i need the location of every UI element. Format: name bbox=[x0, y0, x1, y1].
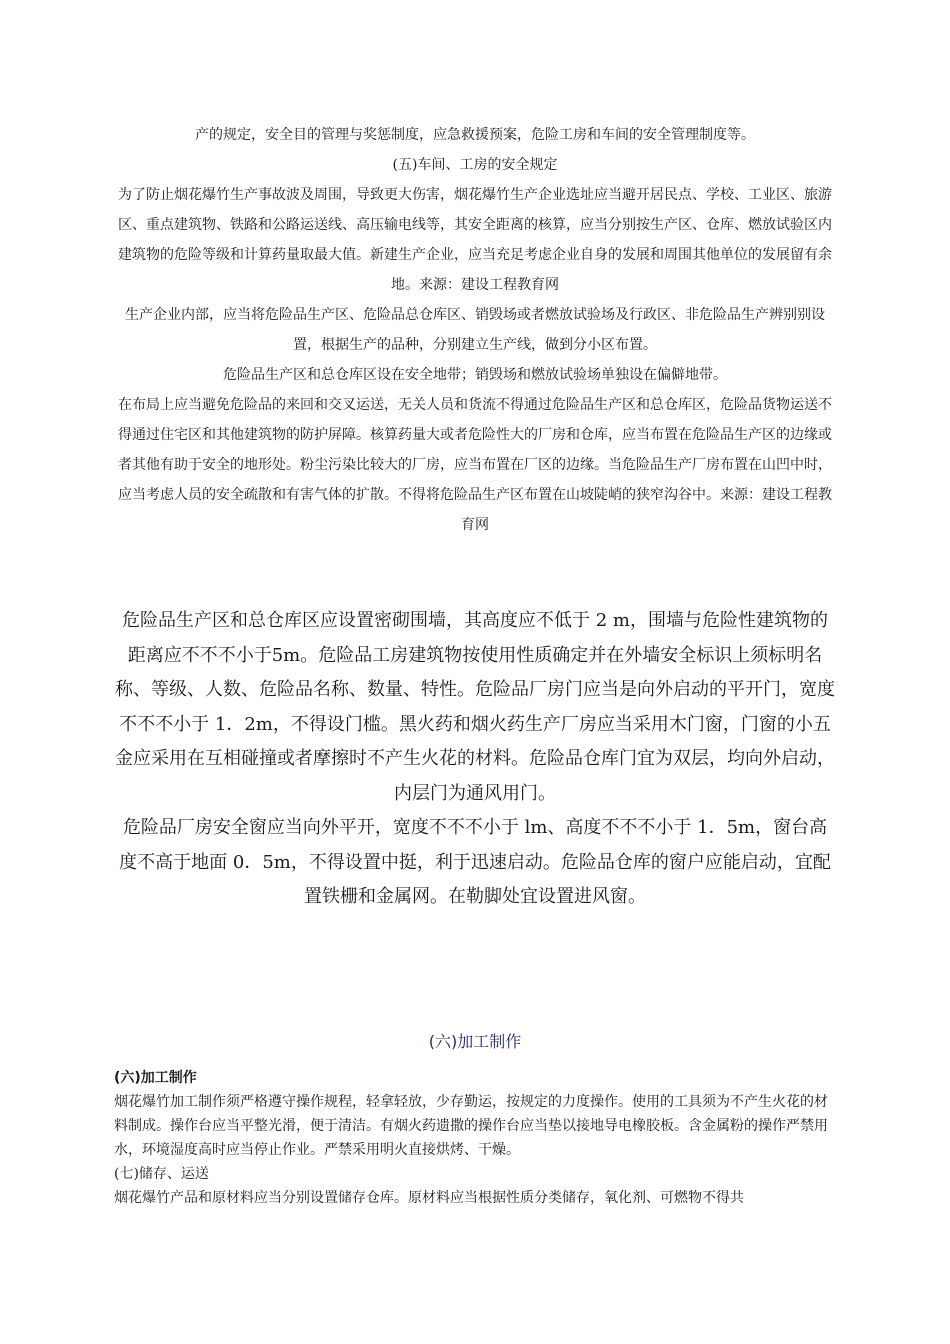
paragraph-layout: 在布局上应当避免危险品的来回和交叉运送，无关人员和货流不得通过危险品生产区和总仓库区，危险品货物运送不得通过住宅区和其他建筑物的防护屏障。核算药量大或者危险性大的厂房和仓库，应当布置在危险品生产区的边缘或者其他有助于安全的地形处。粉尘污染比较大的厂房，应当布置在厂区的边缘。当危险品生产厂房布置在山凹中时，应当考虑人员的安全疏散和有害气体的扩散。不得将危险品生产区布置在山坡陡峭的狭窄沟谷中。来源：建设工程教育网 bbox=[118, 397, 832, 533]
top-section bbox=[114, 120, 836, 540]
paragraph-walls-and-doors: 危险品生产区和总仓库区应设置密砌围墙，其高度应不低于 2 m，围墙与危险性建筑物的距离应不不不小于5m。危险品工房建筑物按使用性质确定并在外墙安全标识上须标明名称、等级、人数、危险品名称、数量、特性。危险品厂房门应当是向外启动的平开门，宽度不不不小于 1．2m，不得设门槛。黑火药和烟火药生产厂房应当采用木门窗，门窗的小五金应采用在互相碰撞或者摩擦时不产生火花的材料。危险品仓库门宜为双层，均向外启动，内层门为通风用门。 bbox=[115, 610, 835, 804]
subheading-storage-transport: (七)储存、运送 bbox=[114, 1166, 209, 1182]
subheading-processing: (六)加工制作 bbox=[114, 1070, 197, 1086]
paragraph-site-selection: 为了防止烟花爆竹生产事故波及周围，导致更大伤害，烟花爆竹生产企业选址应当避开居民点、学校、工业区、旅游区、重点建筑物、铁路和公路运送线、高压输电线等，其安全距离的核算，应当分别按生产区、仓库、燃放试验区内建筑物的危险等级和计算药量取最大值。新建生产企业，应当充足考虑企业自身的发展和周围其他单位的发展留有余地。来源：建设工程教育网 bbox=[118, 187, 832, 293]
section-heading: (六)加工制作 bbox=[428, 1032, 522, 1051]
paragraph-internal-zoning: 生产企业内部，应当将危险品生产区、危险品总仓库区、销毁场或者燃放试验场及行政区、非危险品生产辨别别设置，根据生产的品种，分别建立生产线，做到分小区布置。 bbox=[125, 307, 825, 353]
paragraph-windows: 危险品厂房安全窗应当向外平开，宽度不不不小于 lm、高度不不不小于 1．5m，窗台高度不高于地面 0．5m，不得设置中挺，利于迅速启动。危险品仓库的窗户应能启动，宜配置铁栅和金属网。在勒脚处宜设置进风窗。 bbox=[119, 817, 831, 907]
large-text-section bbox=[114, 604, 836, 915]
paragraph-workshop-rules-heading: (五)车间、工房的安全规定 bbox=[392, 157, 558, 173]
paragraph-management-rules: 产的规定，安全目的管理与奖惩制度，应急救援预案，危险工房和车间的安全管理制度等。 bbox=[195, 127, 755, 143]
paragraph-safe-zones: 危险品生产区和总仓库区设在安全地带；销毁场和燃放试验场单独设在偏僻地带。 bbox=[223, 367, 727, 383]
paragraph-processing: 烟花爆竹加工制作须严格遵守操作规程，轻拿轻放，少存勤运，按规定的力度操作。使用的工具须为不产生火花的材料制成。操作台应当平整光滑，便于清洁。有烟火药遗撒的操作台应当垫以接地导电橡胶板。含金属粉的操作严禁用水，环境湿度高时应当停止作业。严禁采用明火直接烘烤、干燥。 bbox=[114, 1094, 828, 1158]
paragraph-storage: 烟花爆竹产品和原材料应当分别设置储存仓库。原材料应当根据性质分类储存，氧化剂、可燃物不得共 bbox=[114, 1190, 744, 1206]
bottom-section bbox=[114, 1066, 836, 1210]
